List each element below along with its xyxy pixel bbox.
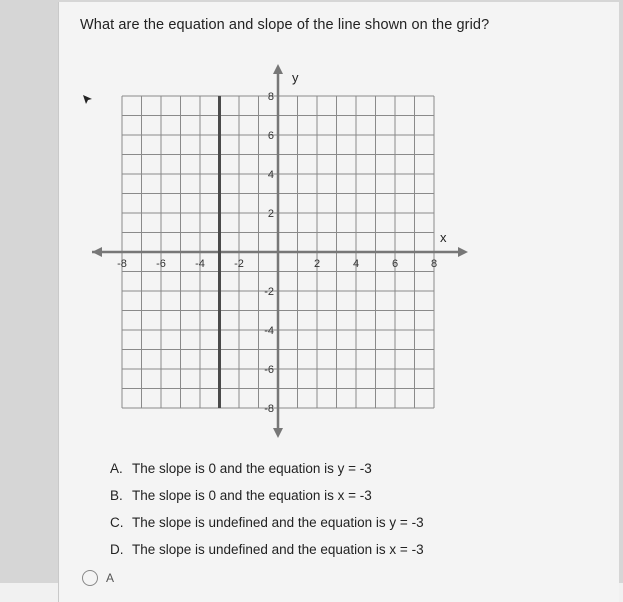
x-tick-label: 8 xyxy=(430,258,438,270)
choice-d-letter: D. xyxy=(110,542,124,557)
choice-c[interactable] xyxy=(110,514,424,541)
choice-d-text: The slope is undefined and the equation is x = -3 xyxy=(132,542,424,557)
choice-c-text: The slope is undefined and the equation is y = -3 xyxy=(132,515,424,530)
x-tick-label: 4 xyxy=(352,258,360,270)
answer-radio-button[interactable] xyxy=(82,570,98,586)
choice-a-text: The slope is 0 and the equation is y = -3 xyxy=(132,461,372,476)
choice-d[interactable] xyxy=(110,541,424,568)
y-tick-label: -4 xyxy=(264,325,274,337)
coordinate-grid xyxy=(80,60,480,440)
answer-radio-label: A xyxy=(106,571,115,585)
y-axis-arrow-down xyxy=(273,428,283,438)
choice-a[interactable] xyxy=(110,460,424,487)
y-tick-label: -2 xyxy=(264,286,274,298)
y-tick-label: 8 xyxy=(267,91,274,103)
x-axis-arrow-right xyxy=(458,247,468,257)
choice-b-letter: B. xyxy=(110,488,123,503)
x-axis-arrow-left xyxy=(92,247,102,257)
choice-b-text: The slope is 0 and the equation is x = -3 xyxy=(132,488,372,503)
choice-b[interactable] xyxy=(110,487,424,514)
x-axis-label: x xyxy=(440,230,447,245)
x-tick-label: -4 xyxy=(195,258,205,270)
y-tick-label: 4 xyxy=(267,169,274,181)
y-tick-label: 2 xyxy=(267,208,274,220)
y-tick-label: 6 xyxy=(267,130,274,142)
choice-a-letter: A. xyxy=(110,461,123,476)
x-tick-label: -8 xyxy=(117,258,127,270)
answer-choices xyxy=(110,460,424,568)
x-tick-label: -6 xyxy=(156,258,166,270)
choice-c-letter: C. xyxy=(110,515,124,530)
y-axis-arrow-up xyxy=(273,64,283,74)
y-axis-label: y xyxy=(292,70,299,85)
y-tick-label: -6 xyxy=(264,364,274,376)
y-tick-label: -8 xyxy=(264,403,274,415)
x-tick-label: 6 xyxy=(391,258,399,270)
x-tick-label: -2 xyxy=(234,258,244,270)
axes xyxy=(92,64,468,438)
question-text: What are the equation and slope of the line shown on the grid? xyxy=(80,17,490,33)
x-tick-label: 2 xyxy=(313,258,321,270)
